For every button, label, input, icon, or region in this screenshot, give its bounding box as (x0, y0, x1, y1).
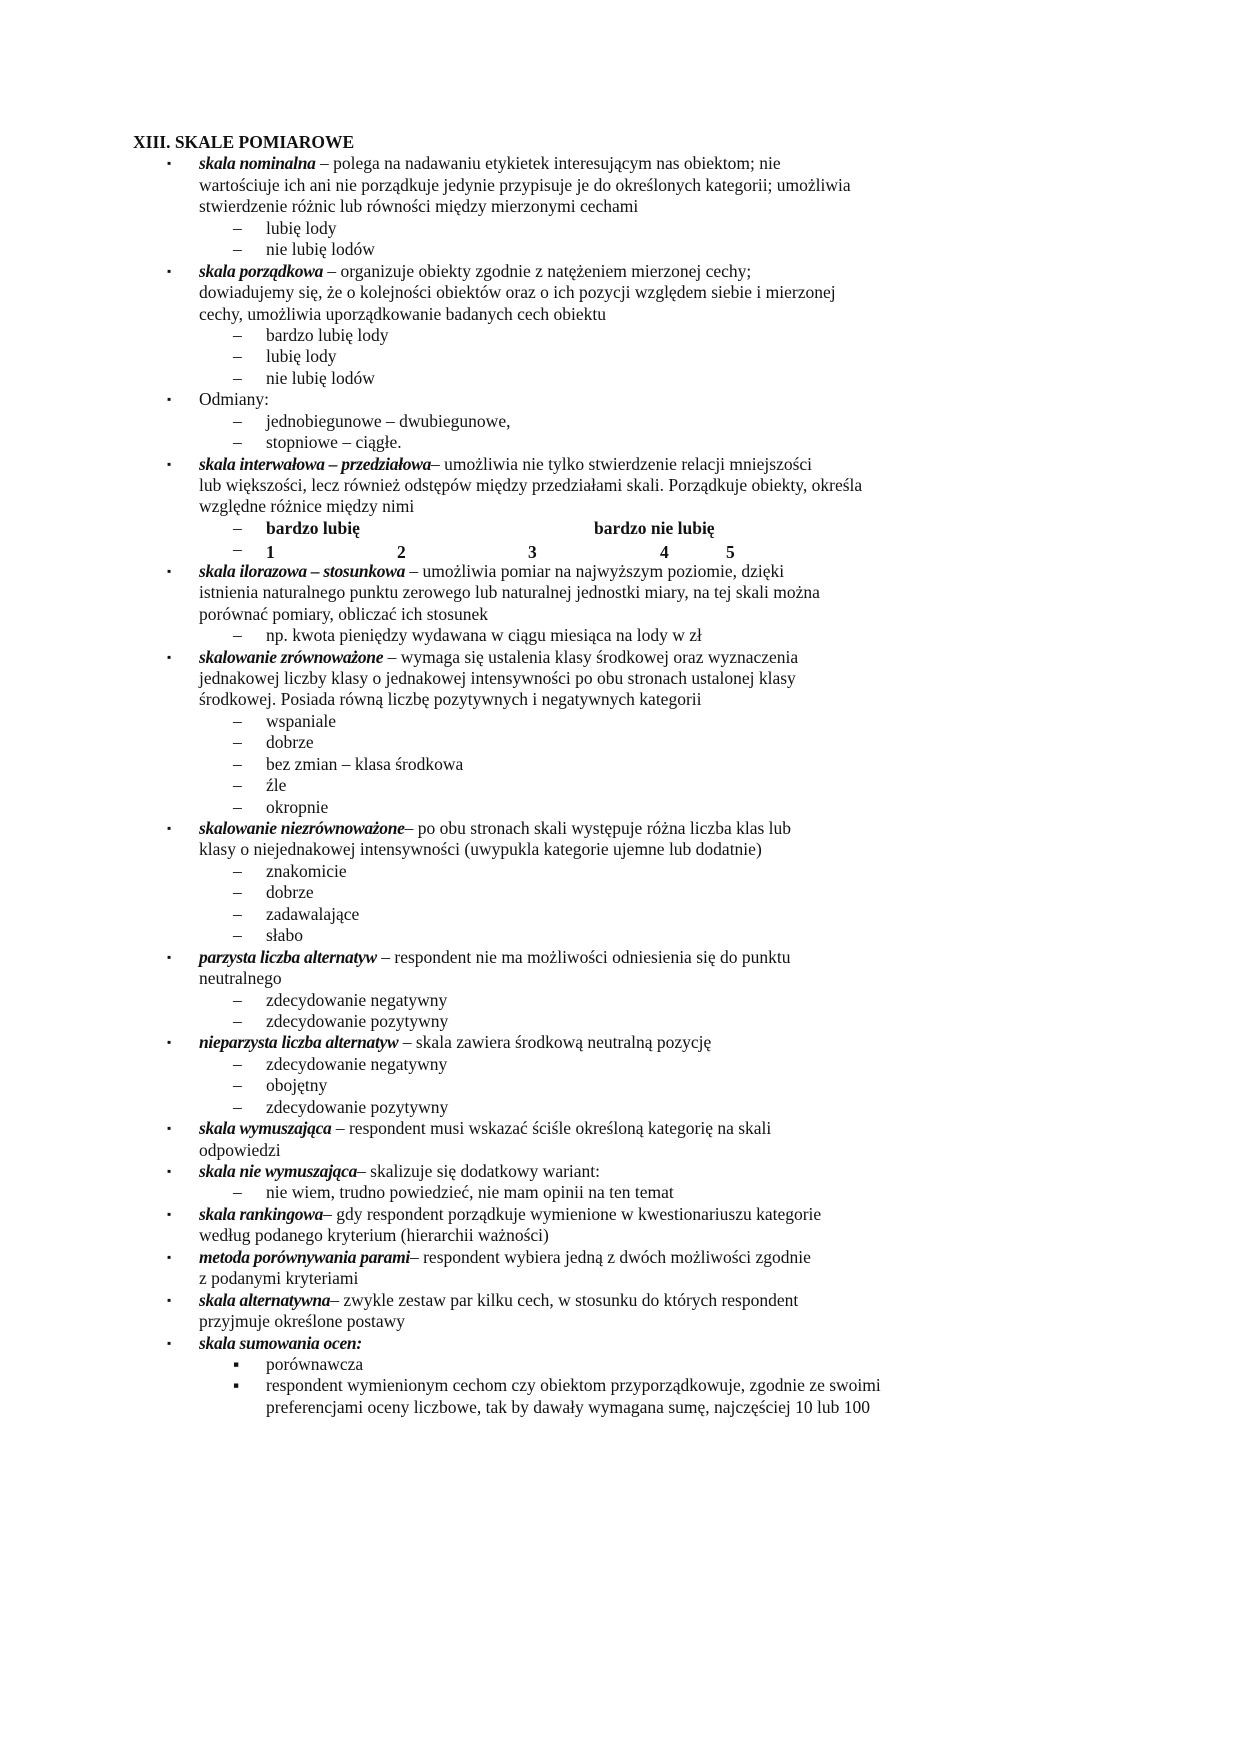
sub-item-text: nie lubię lodów (266, 239, 375, 260)
item-text: stwierdzenie różnic lub równości między mierzonymi cechami (199, 196, 639, 217)
item-text: jednakowej liczby klasy o jednakowej intensywności po obu stronach ustalonej klasy (199, 667, 796, 688)
sub-item (133, 1375, 993, 1396)
list-item-line (133, 561, 993, 582)
item-text: cechy, umożliwia uporządkowanie badanych cech obiektu (199, 303, 607, 324)
list-item-line (133, 496, 993, 517)
item-text: istnienia naturalnego punktu zerowego lub naturalnej jednostki miary, na tej skali można (199, 582, 820, 603)
list-item-line (133, 1204, 993, 1225)
item-text: z podanymi kryteriami (199, 1268, 359, 1289)
sub-item (133, 368, 993, 389)
dash-icon: – (233, 324, 242, 345)
bullet-icon: ▪ (167, 949, 172, 964)
list-item-line (133, 839, 993, 860)
list-item-line (133, 1333, 993, 1354)
list-item-line (133, 1161, 993, 1182)
item-text: skala alternatywna– zwykle zestaw par kilku cech, w stosunku do których respondent (199, 1289, 799, 1310)
item-text: skalowanie niezrównoważone– po obu stronach skali występuje różna liczba klas lub (199, 818, 792, 838)
sub-item (133, 904, 993, 925)
list-item-line (133, 818, 993, 839)
bullet-icon: ▪ (167, 1164, 172, 1178)
bullet-icon: ▪ (167, 1249, 172, 1264)
bullet-icon: ▪ (233, 1375, 240, 1396)
sub-item-text: źle (266, 775, 287, 796)
sub-item-text: obojętny (266, 1075, 328, 1096)
sub-item (133, 239, 993, 260)
page-title: XIII. SKALE POMIAROWE (133, 132, 355, 152)
bullet-icon: ▪ (167, 156, 172, 171)
dash-icon: – (233, 903, 242, 924)
document-page (133, 132, 993, 1418)
item-text: nieparzysta liczba alternatyw – skala zawiera środkową neutralną pozycję (199, 1032, 712, 1053)
item-term: metoda porównywania parami (199, 1246, 410, 1267)
list-item-line (133, 196, 993, 217)
dash-icon: – (233, 432, 242, 453)
bullet-icon: ▪ (167, 1292, 172, 1307)
list-item-line (133, 668, 993, 689)
item-text: skala porządkowa – organizuje obiekty zgodnie z natężeniem mierzonej cechy; (199, 260, 752, 281)
dash-icon: – (233, 539, 242, 560)
bullet-icon: ▪ (167, 821, 172, 835)
item-text: skala interwałowa – przedziałowa– umożliwia nie tylko stwierdzenie relacji mniejszości (199, 453, 813, 474)
sub-item-text: nie wiem, trudno powiedzieć, nie mam opinii na ten temat (266, 1182, 674, 1203)
dash-icon: – (233, 753, 242, 774)
bullet-icon: ▪ (167, 392, 172, 407)
sub-item (133, 732, 993, 753)
sub-item-text: nie lubię lodów (266, 367, 375, 388)
item-text: środkowej. Posiada równą liczbę pozytywnych i negatywnych kategorii (199, 689, 702, 710)
dash-icon: – (233, 989, 242, 1010)
dash-icon: – (233, 925, 242, 946)
dash-icon: – (233, 1096, 242, 1117)
scale-number: 2 (397, 542, 406, 563)
sub-item-text: znakomicie (266, 860, 347, 881)
list-item-line (133, 1290, 993, 1311)
list-item-line (133, 689, 993, 710)
sub-item (133, 1182, 993, 1203)
list-item-line (133, 153, 993, 174)
item-text: według podanego kryterium (hierarchii ważności) (199, 1225, 549, 1246)
dash-icon: – (233, 1182, 242, 1203)
list-item-line (133, 1118, 993, 1139)
list-item-line (133, 304, 993, 325)
sub-item-text: bardzo lubię lody (266, 324, 389, 345)
item-text: dowiadujemy się, że o kolejności obiektów oraz o ich pozycji względem siebie i mierzonej (199, 282, 836, 303)
sub-item-text: np. kwota pieniędzy wydawana w ciągu miesiąca na lody w zł (266, 625, 702, 646)
scale-number: 1 (266, 542, 275, 563)
item-term: skala porządkowa (199, 260, 324, 281)
bullet-icon: ▪ (167, 1335, 172, 1350)
list-item-line (133, 1140, 993, 1161)
item-text: skala nominalna – polega na nadawaniu etykietek interesującym nas obiektom; nie (199, 153, 781, 174)
item-term: skala nie wymuszająca (199, 1161, 358, 1181)
sub-item (133, 1354, 993, 1375)
list-item-line (133, 1247, 993, 1268)
sub-item (133, 1011, 993, 1032)
sub-item (133, 990, 993, 1011)
dash-icon: – (233, 367, 242, 388)
list-item-line (133, 1311, 993, 1332)
bullet-icon: ▪ (167, 1121, 172, 1136)
scale-number: 5 (726, 542, 735, 563)
scale-right-label: bardzo nie lubię (594, 517, 715, 538)
sub-item-text: zadawalające (266, 903, 360, 924)
list-item-line (133, 1032, 993, 1053)
item-term: skala sumowania ocen: (199, 1332, 362, 1353)
bullet-icon: ▪ (167, 456, 172, 471)
sub-item (133, 1054, 993, 1075)
item-text: skalowanie zrównoważone – wymaga się ustalenia klasy środkowej oraz wyznaczenia (199, 646, 799, 667)
dash-icon: – (233, 625, 242, 646)
bullet-icon: ▪ (167, 1035, 172, 1050)
bullet-icon: ▪ (167, 263, 172, 278)
dash-icon: – (233, 410, 242, 431)
sub-item-text: stopniowe – ciągłe. (266, 432, 402, 453)
sub-item-text: porównawcza (266, 1353, 364, 1374)
sub-item (133, 625, 993, 646)
dash-icon: – (233, 882, 242, 903)
item-text: wartościuje ich ani nie porządkuje jedynie przypisuje je do określonych kategorii; umożliwia (199, 174, 851, 195)
item-text: porównać pomiary, obliczać ich stosunek (199, 603, 488, 624)
list-item-line (133, 454, 993, 475)
bullet-icon: ▪ (233, 1353, 240, 1374)
item-text: klasy o niejednakowej intensywności (uwypukla kategorie ujemne lub dodatnie) (199, 839, 762, 860)
sub-item (133, 797, 993, 818)
sub-item-text: zdecydowanie pozytywny (266, 1096, 449, 1117)
sub-item-text: dobrze (266, 882, 314, 903)
dash-icon: – (233, 860, 242, 881)
dash-icon: – (233, 775, 242, 796)
dash-icon: – (233, 710, 242, 731)
list-item-line (133, 1268, 993, 1289)
dash-icon: – (233, 217, 242, 238)
sub-item-text: zdecydowanie pozytywny (266, 1010, 449, 1031)
item-term: skala interwałowa – przedziałowa (199, 453, 432, 474)
dash-icon: – (233, 796, 242, 817)
sub-item (133, 218, 993, 239)
sub-item (133, 1397, 993, 1418)
bullet-icon: ▪ (167, 649, 172, 664)
sub-item-text: respondent wymienionym cechom czy obiektom przyporządkowuje, zgodnie ze swoimi (266, 1375, 881, 1396)
sub-item-text: preferencjami oceny liczbowe, tak by dawały wymagana sumę, najczęściej 10 lub 100 (266, 1396, 870, 1417)
list-item-line (133, 261, 993, 282)
sub-item (133, 754, 993, 775)
item-term: skala alternatywna (199, 1289, 331, 1310)
item-text: skala nie wymuszająca– skalizuje się dodatkowy wariant: (199, 1161, 601, 1181)
list-item-line (133, 175, 993, 196)
item-term: skalowanie zrównoważone (199, 646, 384, 667)
item-term: skala wymuszająca (199, 1118, 332, 1139)
item-text: metoda porównywania parami– respondent wybiera jedną z dwóch możliwości zgodnie (199, 1246, 811, 1267)
sub-item (133, 432, 993, 453)
scale-number: 4 (660, 542, 669, 563)
item-text: Odmiany: (199, 389, 269, 410)
item-text: przyjmuje określone postawy (199, 1311, 406, 1332)
item-term: skala ilorazowa – stosunkowa (199, 560, 406, 581)
sub-item-text: zdecydowanie negatywny (266, 1053, 448, 1074)
item-text: względne różnice między nimi (199, 496, 415, 517)
scale-number: 3 (528, 542, 537, 563)
item-text: odpowiedzi (199, 1139, 281, 1160)
dash-icon: – (233, 346, 242, 367)
sub-item-text: dobrze (266, 732, 314, 753)
sub-item (133, 861, 993, 882)
item-term: nieparzysta liczba alternatyw (199, 1032, 399, 1053)
dash-icon: – (233, 1053, 242, 1074)
dash-icon: – (233, 1010, 242, 1031)
dash-icon: – (233, 1075, 242, 1096)
item-text: skala rankingowa– gdy respondent porządkuje wymienione w kwestionariuszu kategorie (199, 1203, 822, 1224)
item-text: lub większości, lecz również odstępów między przedziałami skali. Porządkuje obiekty, określa (199, 475, 863, 495)
dash-icon: – (233, 732, 242, 753)
list-item-line (133, 604, 993, 625)
dash-icon: – (233, 239, 242, 260)
item-text: skala ilorazowa – stosunkowa – umożliwia pomiar na najwyższym poziomie, dzięki (199, 560, 785, 581)
bullet-icon: ▪ (167, 563, 172, 578)
item-term: skala nominalna (199, 153, 316, 174)
sub-item-text: jednobiegunowe – dwubiegunowe, (266, 410, 511, 431)
sub-item-text: bez zmian – klasa środkowa (266, 753, 464, 774)
list-item-line (133, 389, 993, 410)
sub-item-text: lubię lody (266, 217, 337, 238)
scale-labels (133, 518, 993, 539)
item-text (199, 1333, 362, 1354)
list-item-line (133, 1225, 993, 1246)
list-item-line (133, 282, 993, 303)
item-text: neutralnego (199, 968, 282, 989)
dash-icon: – (233, 517, 242, 538)
scale-numbers (133, 539, 993, 563)
sub-item-text: okropnie (266, 796, 329, 817)
list-item-line (133, 647, 993, 668)
sub-item (133, 346, 993, 367)
item-text: parzysta liczba alternatyw – respondent nie ma możliwości odniesienia się do punktu (199, 946, 791, 967)
sub-item (133, 411, 993, 432)
sub-item-text: wspaniale (266, 710, 336, 731)
sub-item (133, 882, 993, 903)
sub-item-text: lubię lody (266, 346, 337, 367)
list-item-line (133, 968, 993, 989)
list-item-line (133, 582, 993, 603)
sub-item (133, 325, 993, 346)
item-text: skala wymuszająca – respondent musi wskazać ściśle określoną kategorię na skali (199, 1118, 772, 1139)
sub-item (133, 1075, 993, 1096)
item-term: parzysta liczba alternatyw (199, 946, 377, 967)
item-term: skalowanie niezrównoważone (199, 818, 405, 838)
bullet-icon: ▪ (167, 1206, 172, 1221)
item-term: skala rankingowa (199, 1203, 324, 1224)
list-item-line (133, 475, 993, 496)
list-item-line (133, 947, 993, 968)
sub-item (133, 775, 993, 796)
sub-item-text: słabo (266, 925, 303, 946)
sub-item (133, 1097, 993, 1118)
sub-item (133, 711, 993, 732)
sub-item (133, 925, 993, 946)
sub-item-text: zdecydowanie negatywny (266, 989, 448, 1010)
scale-left-label: bardzo lubię (266, 517, 360, 538)
